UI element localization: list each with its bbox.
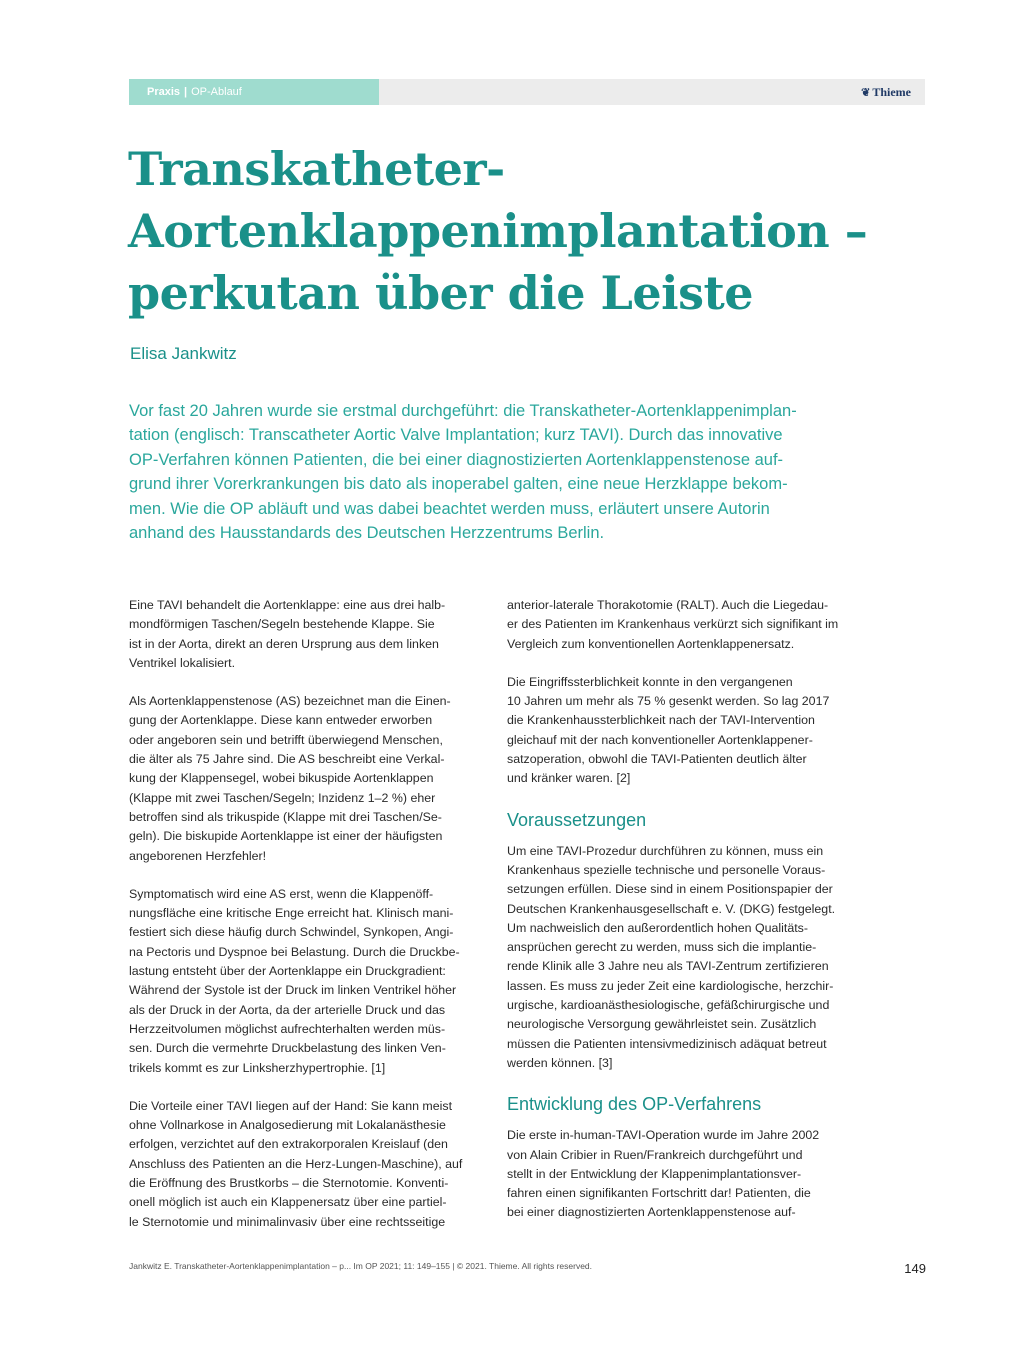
paragraph bbox=[507, 842, 847, 1074]
abstract-line: grund ihrer Vorerkrankungen bis dato als inoperabel galten, eine neue Herzklappe bekom- bbox=[129, 475, 788, 494]
text-line: anterior-laterale Thorakotomie (RALT). Auch die Liegedau- bbox=[507, 598, 829, 612]
text-line: trikels kommt es zur Linksherzhypertrophie. [1] bbox=[129, 1060, 386, 1075]
text-line: geln). Die biskupide Aortenklappe ist einer der häufigsten bbox=[129, 829, 443, 844]
page-number: 149 bbox=[904, 1261, 926, 1276]
text-line: Eine TAVI behandelt die Aortenklappe: eine aus drei halb- bbox=[129, 598, 446, 612]
paragraph bbox=[507, 1126, 847, 1222]
text-line: fahren einen signifikanten Fortschritt dar! Patienten, die bbox=[507, 1186, 811, 1201]
abstract-line: anhand des Hausstandards des Deutschen Herzzentrums Berlin. bbox=[129, 524, 605, 543]
text-line: stellt in der Entwicklung der Klappenimplantationsver- bbox=[507, 1166, 802, 1181]
text-line: Symptomatisch wird eine AS erst, wenn die Klappenöff- bbox=[129, 886, 434, 901]
text-line: urgische, kardioanästhesiologische, gefäßchirurgische und bbox=[507, 998, 830, 1013]
section-tab bbox=[129, 79, 379, 105]
paragraph bbox=[129, 885, 469, 1078]
paragraph bbox=[129, 596, 469, 673]
section-label: Praxis bbox=[147, 86, 181, 98]
text-line: Um nachweislich den außerordentlich hohen Qualitäts- bbox=[507, 920, 808, 935]
section-heading: Voraussetzungen bbox=[507, 809, 647, 830]
abstract-line: Vor fast 20 Jahren wurde sie erstmal durchgeführt: die Transkatheter-Aortenklappenimplan- bbox=[129, 402, 797, 420]
text-line: Vergleich zum konventionellen Aortenklappenersatz. bbox=[507, 636, 795, 651]
text-line: Die erste in-human-TAVI-Operation wurde im Jahre 2002 bbox=[507, 1128, 820, 1143]
text-line: lastung entsteht über der Aortenklappe ein Druckgradient: bbox=[129, 964, 446, 979]
text-line: lassen. Es muss zu jeder Zeit eine kardiologische, herzchir- bbox=[507, 978, 834, 993]
text-line: (Klappe mit zwei Taschen/Segeln; Inzidenz 1–2 %) eher bbox=[129, 790, 436, 805]
text-line: die Krankenhaussterblichkeit nach der TAVI-Intervention bbox=[507, 713, 815, 728]
text-line: Um eine TAVI-Prozedur durchführen zu können, muss ein bbox=[507, 843, 824, 858]
paragraph bbox=[507, 673, 847, 789]
article-title bbox=[128, 138, 928, 324]
text-line: ist in der Aorta, direkt an deren Ursprung aus dem linken bbox=[129, 636, 439, 651]
text-line: ansprüchen gerecht zu werden, muss sich die implantie- bbox=[507, 940, 817, 955]
paragraph bbox=[129, 692, 469, 866]
text-line: rende Klinik alle 3 Jahre neu als TAVI-Zentrum zertifizieren bbox=[507, 959, 829, 974]
text-line: er des Patienten im Krankenhaus verkürzt sich signifikant im bbox=[507, 617, 839, 632]
text-line: neurologische Versorgung gewährleistet sein. Zusätzlich bbox=[507, 1017, 817, 1032]
author-name: Elisa Jankwitz bbox=[130, 344, 237, 363]
abstract bbox=[129, 399, 859, 545]
section-heading: Entwicklung des OP-Verfahrens bbox=[507, 1094, 762, 1115]
section-separator: | bbox=[184, 86, 188, 98]
text-line: die älter als 75 Jahre sind. Die AS beschreibt eine Verkal- bbox=[129, 752, 445, 767]
text-line: gung der Aortenklappe. Diese kann entweder erworben bbox=[129, 713, 433, 728]
text-line: angeborenen Herzfehler! bbox=[129, 848, 267, 863]
text-line: onell möglich ist auch ein Klappenersatz über eine partiel- bbox=[129, 1195, 447, 1210]
text-line: kung der Klappensegel, wobei bikuspide Aortenklappen bbox=[129, 771, 434, 786]
text-line: und kränker waren. [2] bbox=[507, 771, 631, 786]
text-line: von Alain Cribier in Ruen/Frankreich durchgeführt und bbox=[507, 1147, 803, 1162]
text-line: Während der Systole ist der Druck im linken Ventrikel höher bbox=[129, 983, 457, 998]
text-line: müssen die Patienten intensivmedizinisch adäquat betreut bbox=[507, 1036, 827, 1051]
abstract-line: tation (englisch: Transcatheter Aortic Valve Implantation; kurz TAVI). Durch das innovative bbox=[129, 426, 783, 445]
text-line: ohne Vollnarkose in Analgosedierung mit Lokalanästhesie bbox=[129, 1118, 446, 1133]
text-line: Die Vorteile einer TAVI liegen auf der Hand: Sie kann meist bbox=[129, 1098, 453, 1113]
text-line: festiert sich diese häufig durch Schwindel, Synkopen, Angi- bbox=[129, 925, 454, 940]
text-line: 10 Jahren um mehr als 75 % gesenkt werden. So lag 2017 bbox=[507, 694, 830, 709]
text-line: Anschluss des Patienten an die Herz-Lungen-Maschine), auf bbox=[129, 1156, 463, 1171]
text-line: Krankenhaus spezielle technische und personelle Voraus- bbox=[507, 862, 826, 877]
text-line: werden können. [3] bbox=[507, 1055, 613, 1070]
text-line: Ventrikel lokalisiert. bbox=[129, 655, 236, 670]
text-line: mondförmigen Taschen/Segeln bestehende Klappe. Sie bbox=[129, 617, 435, 632]
publisher-logo bbox=[861, 79, 911, 105]
text-line: Die Eingriffssterblichkeit konnte in den vergangenen bbox=[507, 674, 793, 689]
text-line: Herzzeitvolumen möglichst aufrechterhalten werden müs- bbox=[129, 1021, 446, 1036]
text-line: Als Aortenklappenstenose (AS) bezeichnet man die Einen- bbox=[129, 694, 451, 709]
title-line: perkutan über die Leiste bbox=[128, 266, 754, 320]
header-bar bbox=[129, 79, 925, 105]
right-column bbox=[507, 596, 847, 1242]
text-line: die Eröffnung des Brustkorbs – die Sternotomie. Konventi- bbox=[129, 1176, 449, 1191]
subsection-label: OP-Ablauf bbox=[191, 86, 242, 98]
text-line: na Pectoris und Dyspnoe bei Belastung. Durch die Druckbe- bbox=[129, 944, 460, 959]
text-line: gleichauf mit der nach konventioneller Aortenklappener- bbox=[507, 732, 813, 747]
text-line: erfolgen, verzichtet auf den extrakorporalen Kreislauf (den bbox=[129, 1137, 448, 1152]
text-line: oder angeboren sein und betrifft überwiegend Menschen, bbox=[129, 732, 443, 747]
text-line: le Sternotomie und minimalinvasiv über eine rechtsseitige bbox=[129, 1214, 446, 1229]
abstract-line: men. Wie die OP abläuft und was dabei beachtet werden muss, erläutert unsere Autorin bbox=[129, 499, 770, 518]
paragraph bbox=[129, 1097, 469, 1232]
title-line: Aortenklappenimplantation – bbox=[128, 204, 868, 258]
publisher-emblem-icon: ❦ bbox=[861, 87, 871, 99]
paragraph bbox=[507, 596, 847, 654]
text-line: Deutschen Krankenhausgesellschaft e. V. (DKG) festgelegt. bbox=[507, 901, 836, 916]
text-line: betroffen sind als trikuspide (Klappe mit drei Taschen/Se- bbox=[129, 809, 442, 824]
text-line: setzungen erfüllen. Diese sind in einem Positionspapier der bbox=[507, 882, 833, 897]
left-column bbox=[129, 596, 469, 1251]
text-line: bei einer diagnostizierten Aortenklappenstenose auf- bbox=[507, 1205, 796, 1220]
text-line: satzoperation, obwohl die TAVI-Patienten deutlich älter bbox=[507, 752, 807, 767]
publisher-name: Thieme bbox=[872, 85, 911, 99]
text-line: als der Druck in der Aorta, da der arterielle Druck und das bbox=[129, 1002, 446, 1017]
abstract-line: OP-Verfahren können Patienten, die bei einer diagnostizierten Aortenklappenstenose auf- bbox=[129, 450, 784, 469]
footer-citation: Jankwitz E. Transkatheter-Aortenklappenimplantation – p... Im OP 2021; 11: 149–155 | © 2021. Thieme. All rights reserved. bbox=[129, 1261, 593, 1271]
text-line: nungsfläche eine kritische Enge erreicht hat. Klinisch mani- bbox=[129, 906, 454, 921]
text-line: sen. Durch die vermehrte Druckbelastung des linken Ven- bbox=[129, 1041, 446, 1056]
title-line: Transkatheter- bbox=[128, 142, 505, 196]
